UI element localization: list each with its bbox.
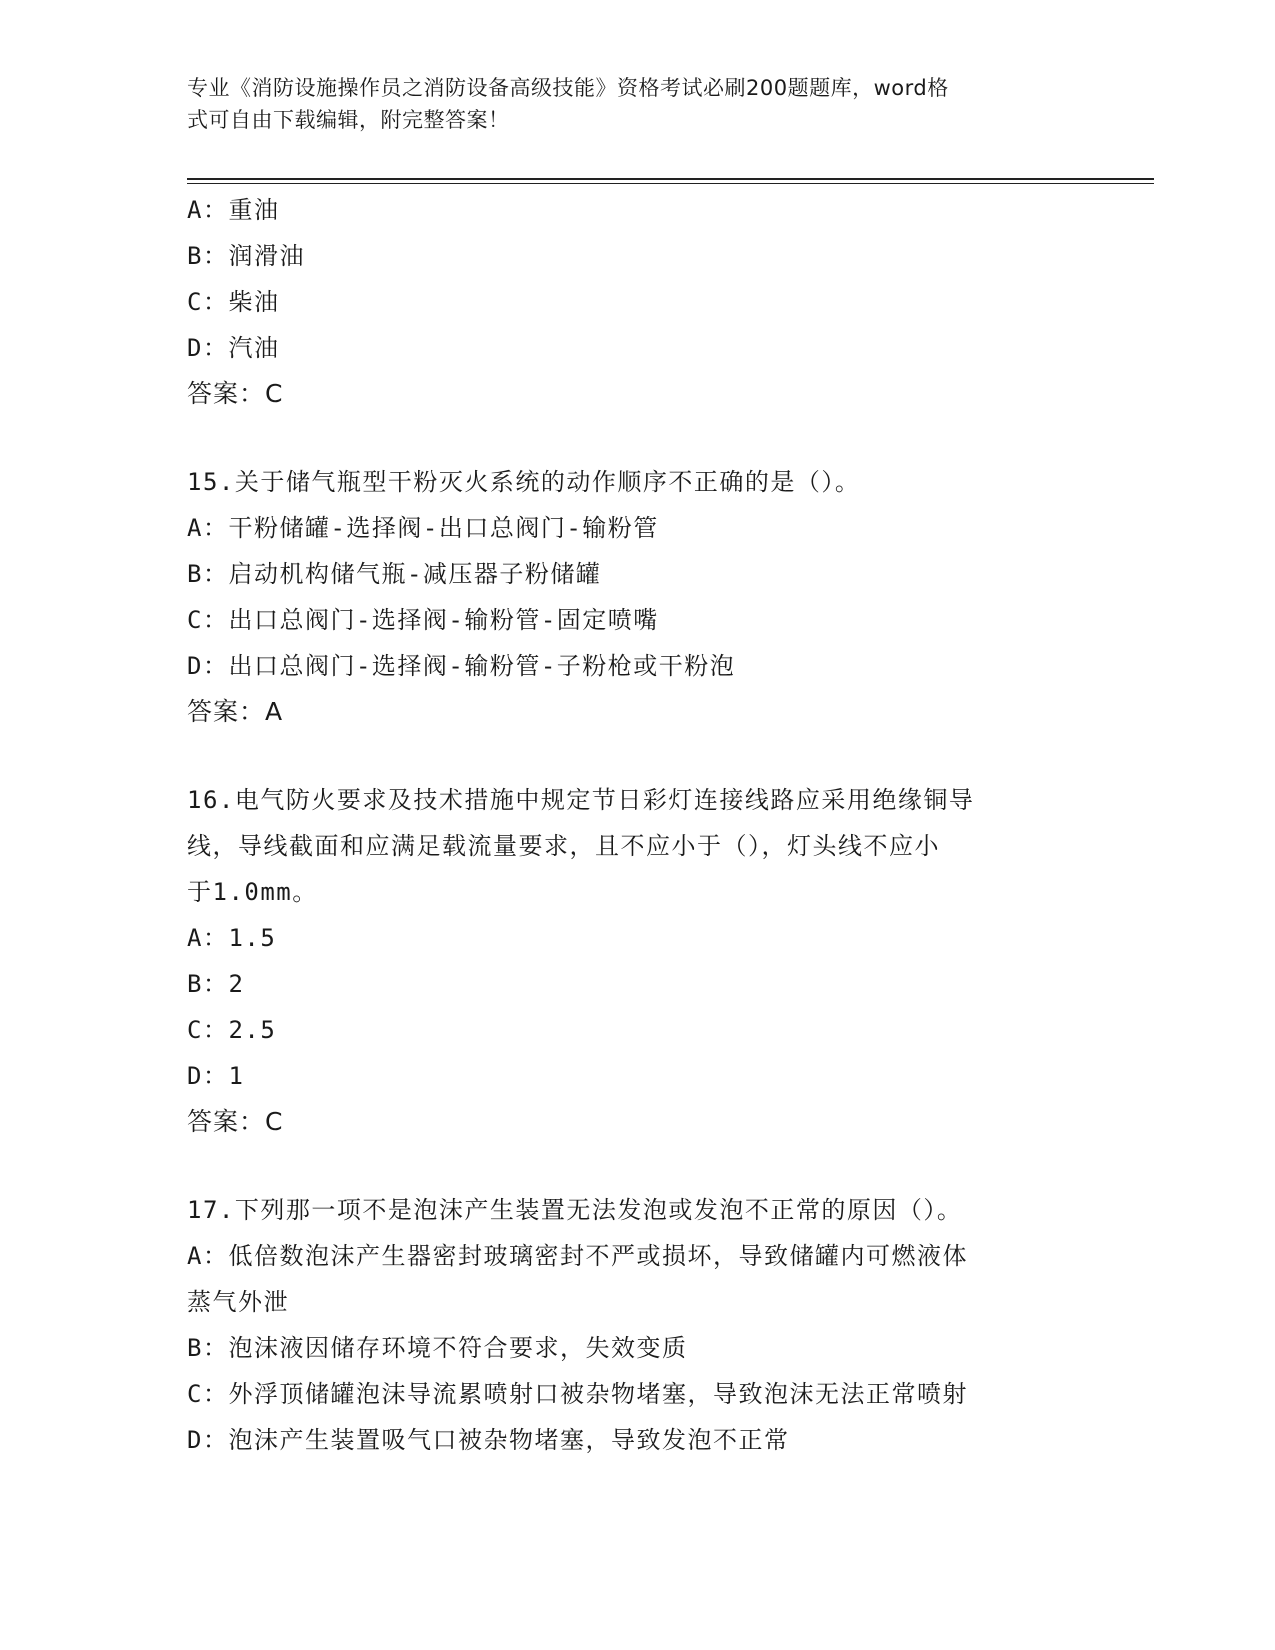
question-15-block [187, 459, 1087, 735]
header-line-1: 专业《消防设施操作员之消防设备高级技能》资格考试必刷200题题库，word格 [187, 76, 949, 100]
question-content [187, 187, 1087, 1463]
option-b: B：润滑油 [187, 242, 305, 270]
header-rule-thin [187, 183, 1154, 184]
option-a-continued: 蒸气外泄 [187, 1288, 289, 1316]
option-a: A：重油 [187, 196, 280, 224]
answer-line: 答案：C [187, 1107, 284, 1136]
option-c: C：2.5 [187, 1016, 277, 1044]
question-14-block [187, 187, 1087, 417]
option-b: B：启动机构储气瓶-减压器子粉储罐 [187, 560, 602, 588]
question-text-line-1: 16.电气防火要求及技术措施中规定节日彩灯连接线路应采用绝缘铜导 [187, 786, 975, 814]
header-line-2: 式可自由下载编辑，附完整答案！ [187, 108, 510, 132]
option-a: A：1.5 [187, 924, 277, 952]
spacer [187, 417, 1087, 459]
header-rule-thick [187, 178, 1154, 180]
question-text-line-2: 线，导线截面和应满足载流量要求，且不应小于（），灯头线不应小 [187, 832, 940, 860]
question-text: 15.关于储气瓶型干粉灭火系统的动作顺序不正确的是（）。 [187, 468, 861, 496]
option-a: A：低倍数泡沫产生器密封玻璃密封不严或损坏，导致储罐内可燃液体 [187, 1242, 968, 1270]
answer-line: 答案：A [187, 697, 284, 726]
question-text-line-3: 于1.0mm。 [187, 878, 318, 906]
option-d: D：泡沫产生装置吸气口被杂物堵塞，导致发泡不正常 [187, 1426, 790, 1454]
document-header [187, 72, 1067, 136]
answer-line: 答案：C [187, 379, 284, 408]
option-c: C：出口总阀门-选择阀-输粉管-固定喷嘴 [187, 606, 659, 634]
option-c: C：柴油 [187, 288, 280, 316]
option-d: D：出口总阀门-选择阀-输粉管-子粉枪或干粉泡 [187, 652, 736, 680]
option-d: D：汽油 [187, 334, 280, 362]
option-a: A：干粉储罐-选择阀-出口总阀门-输粉管 [187, 514, 659, 542]
option-d: D：1 [187, 1062, 245, 1090]
option-c: C：外浮顶储罐泡沫导流累喷射口被杂物堵塞，导致泡沫无法正常喷射 [187, 1380, 968, 1408]
question-text: 17.下列那一项不是泡沫产生装置无法发泡或发泡不正常的原因（）。 [187, 1196, 963, 1224]
spacer [187, 735, 1087, 777]
option-b: B：2 [187, 970, 245, 998]
question-16-block [187, 777, 1087, 1145]
spacer [187, 1145, 1087, 1187]
question-17-block [187, 1187, 1087, 1463]
option-b: B：泡沫液因储存环境不符合要求，失效变质 [187, 1334, 688, 1362]
